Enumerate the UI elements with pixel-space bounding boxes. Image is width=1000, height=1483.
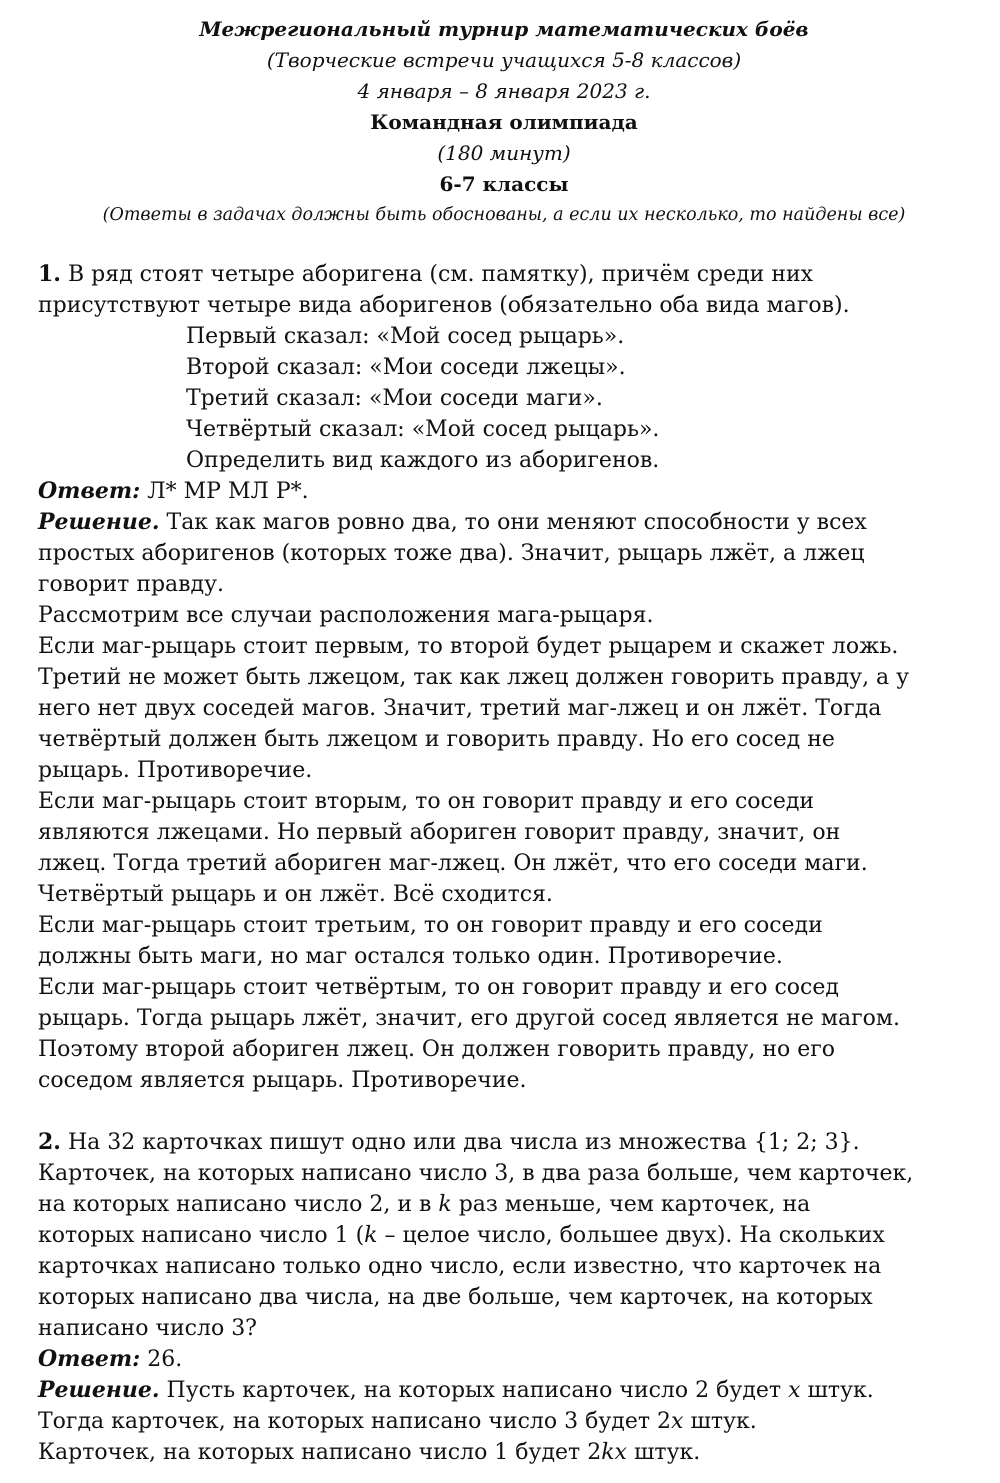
problem-1-statement-line: присутствуют четыре вида аборигенов (обязательно оба вида магов). — [38, 293, 850, 318]
event-title: Командная олимпиада — [370, 110, 638, 134]
problem-2-statement-line: написано число 3? — [38, 1316, 257, 1341]
native-statement: Третий сказал: «Мои соседи маги». — [186, 386, 603, 411]
answer-value: Л* МР МЛ Р*. — [147, 479, 309, 504]
instructions-note: (Ответы в задачах должны быть обоснованы, а если их несколько, то найдены все) — [102, 205, 906, 225]
answer-label: Ответ: — [38, 478, 141, 504]
problem-2-answer — [38, 1344, 970, 1375]
solution-line: Четвёртый рыцарь и он лжёт. Всё сходится. — [38, 882, 553, 907]
solution-line: рыцарь. Противоречие. — [38, 758, 313, 783]
problem-2 — [38, 1127, 970, 1468]
solution-line: соседом является рыцарь. Противоречие. — [38, 1068, 527, 1093]
solution-line: Если маг-рыцарь стоит четвёртым, то он говорит правду и его сосед — [38, 975, 839, 1000]
solution-label: Решение. — [38, 1377, 160, 1403]
solution-line: четвёртый должен быть лжецом и говорить правду. Но его сосед не — [38, 727, 835, 752]
tournament-subtitle: (Творческие встречи учащихся 5-8 классов) — [266, 48, 742, 72]
problem-number: 2. — [38, 1129, 61, 1155]
event-duration: (180 минут) — [437, 141, 571, 165]
variable-k: k — [438, 1192, 452, 1217]
problem-1-answer — [38, 476, 970, 507]
tournament-title: Межрегиональный турнир математических боёв — [199, 17, 809, 41]
solution-line: являются лжецами. Но первый абориген говорит правду, значит, он — [38, 820, 841, 845]
variable-k: k — [364, 1223, 378, 1248]
problem-2-statement-line: которых написано число 1 (k – целое число, большее двух). На скольких — [38, 1223, 885, 1248]
solution-line: Третий не может быть лжецом, так как лжец должен говорить правду, а у — [38, 665, 910, 690]
problem-1-statement-line: 1. В ряд стоят четыре аборигена (см. памятку), причём среди них — [38, 261, 814, 287]
tournament-dates: 4 января – 8 января 2023 г. — [357, 79, 651, 103]
problem-2-statement-line: 2. На 32 карточках пишут одно или два числа из множества {1; 2; 3}. — [38, 1129, 860, 1155]
solution-line: рыцарь. Тогда рыцарь лжёт, значит, его другой сосед является не магом. — [38, 1006, 900, 1031]
problem-number: 1. — [38, 261, 61, 287]
problem-1-solution-line: Решение. Так как магов ровно два, то они меняют способности у всех — [38, 509, 867, 535]
problem-2-statement-line: на которых написано число 2, и в k раз меньше, чем карточек, на — [38, 1192, 811, 1217]
problem-1-question: Определить вид каждого из аборигенов. — [186, 448, 660, 473]
native-statement: Второй сказал: «Мои соседи лжецы». — [186, 355, 626, 380]
solution-line: Тогда карточек, на которых написано число 3 будет 2x штук. — [38, 1409, 757, 1434]
solution-line: лжец. Тогда третий абориген маг-лжец. Он лжёт, что его соседи маги. — [38, 851, 868, 876]
solution-line: Рассмотрим все случаи расположения мага-рыцаря. — [38, 603, 654, 628]
solution-line: Карточек, на которых написано число 1 будет 2kx штук. — [38, 1440, 701, 1465]
variable-x: x — [788, 1378, 801, 1403]
native-statement: Первый сказал: «Мой сосед рыцарь». — [186, 324, 625, 349]
solution-label: Решение. — [38, 509, 160, 535]
problem-2-statement-line: Карточек, на которых написано число 3, в два раза больше, чем карточек, — [38, 1161, 914, 1186]
problem-2-statement-line: карточках написано только одно число, если известно, что карточек на — [38, 1254, 882, 1279]
answer-label: Ответ: — [38, 1346, 141, 1372]
document-header — [38, 14, 970, 231]
problem-2-solution-line: Решение. Пусть карточек, на которых написано число 2 будет x штук. — [38, 1377, 874, 1403]
solution-line: него нет двух соседей магов. Значит, третий маг-лжец и он лжёт. Тогда — [38, 696, 882, 721]
problem-2-statement-line: которых написано два числа, на две больше, чем карточек, на которых — [38, 1285, 873, 1310]
solution-line: Поэтому второй абориген лжец. Он должен говорить правду, но его — [38, 1037, 836, 1062]
variable-x: x — [671, 1409, 684, 1434]
native-statement: Четвёртый сказал: «Мой сосед рыцарь». — [186, 417, 660, 442]
solution-line: Если маг-рыцарь стоит вторым, то он говорит правду и его соседи — [38, 789, 815, 814]
solution-line: должны быть маги, но маг остался только один. Противоречие. — [38, 944, 783, 969]
solution-line: простых аборигенов (которых тоже два). Значит, рыцарь лжёт, а лжец — [38, 541, 865, 566]
problem-1 — [38, 259, 970, 1096]
problem-separator — [38, 1096, 970, 1127]
grades-title: 6-7 классы — [439, 172, 569, 196]
solution-line: Если маг-рыцарь стоит третьим, то он говорит правду и его соседи — [38, 913, 823, 938]
document-body — [38, 259, 970, 1468]
variable-kx: kx — [601, 1440, 627, 1465]
answer-value: 26. — [147, 1347, 183, 1372]
solution-line: Если маг-рыцарь стоит первым, то второй будет рыцарем и скажет ложь. — [38, 634, 899, 659]
solution-line: говорит правду. — [38, 572, 225, 597]
